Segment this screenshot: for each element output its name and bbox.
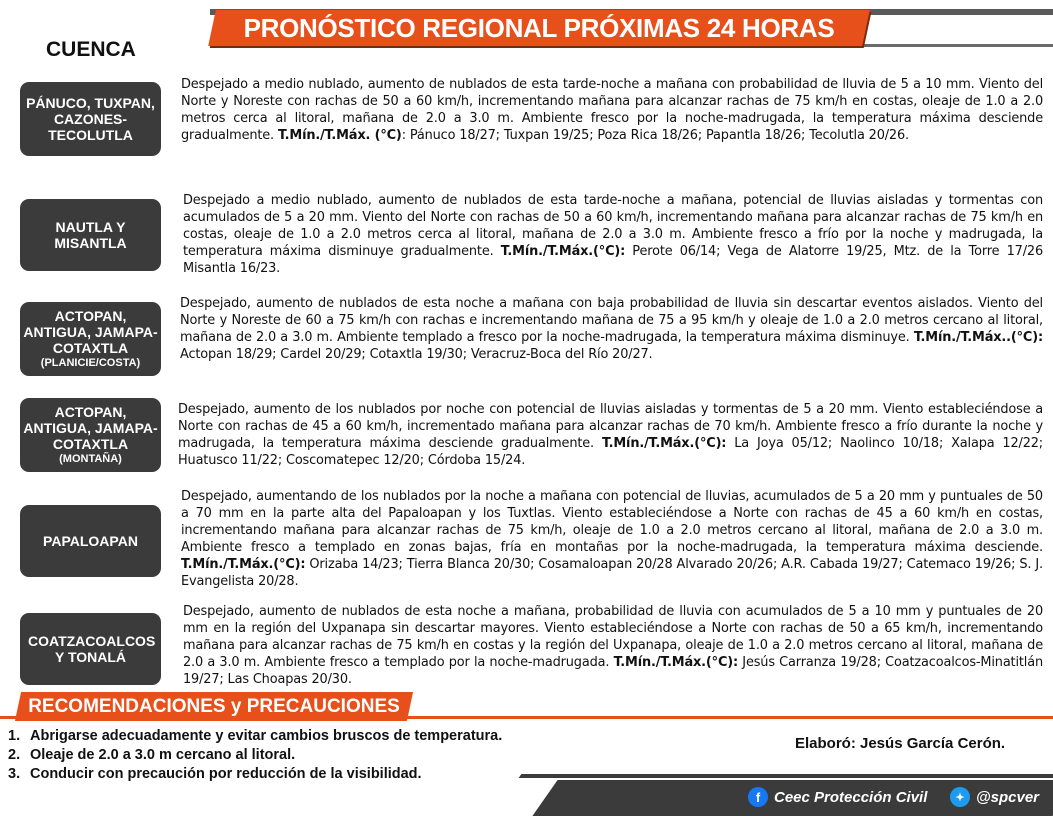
list-item: 3. Conducir con precaución por reducción de la visibilidad. [8, 766, 422, 782]
facebook-handle: Ceec Protección Civil [774, 788, 928, 806]
region-name: COATZACOALCOS Y TONALÁ [28, 633, 156, 665]
recommendations-title: RECOMENDACIONES y PRECAUCIONES [28, 696, 400, 717]
region-name: ACTOPAN, ANTIGUA, JAMAPA-COTAXTLA [23, 308, 158, 356]
region-forecast-nautla: Despejado a medio nublado, aumento de nublados de esta tarde-noche a mañana, potencial de lluvias aisladas y tormentas con acumulados de 5 a 20 mm. Viento del Norte con rachas de 50 a 60 km/h, incrementando mañana para alcanzar rachas de 75 km/h en costas, oleaje de 1.0 a 2.0 metros cerca al litoral, mañana de 2.0 a 3.0 m. Ambiente fresco a frío por la noche y madrugada, la temperatura máxima disminuye gradualmente. T.Mín./T.Máx.(°C): Perote 06/14; Vega de Alatorre 19/25, Mtz. de la Torre 17/26 Misantla 16/23. [183, 193, 1044, 276]
region-name: PÁNUCO, TUXPAN, CAZONES-TECOLUTLA [26, 95, 155, 143]
twitter-handle: @spcver [976, 788, 1039, 806]
region-label-actopan-montana [20, 398, 161, 472]
region-label-panuco [20, 82, 161, 156]
section-label: CUENCA [46, 38, 136, 61]
author-credit: Elaboró: Jesús García Cerón. [795, 735, 1006, 752]
region-subname: (MONTAÑA) [59, 453, 122, 465]
page-title: PRONÓSTICO REGIONAL PRÓXIMAS 24 HORAS [243, 13, 835, 43]
facebook-link[interactable] [748, 784, 927, 810]
region-name: NAUTLA Y MISANTLA [54, 219, 127, 251]
region-label-coatzacoalcos [20, 613, 161, 685]
region-forecast-papaloapan: Despejado, aumentando de los nublados por la noche a mañana con potencial de lluvias, acumulados de 5 a 20 mm y puntuales de 50 a 70 mm en la parte alta del Papaloapan y los Tuxtlas. Viento estableciéndose a Norte con rachas de 45 a 60 km/h en costas, incrementando mañana para alcanzar rachas de 75 km/h, oleaje de 1.0 a 2.0 metros cercano al litoral, mañana de 2.0 a 3.0 m. Ambiente fresco a templado en zonas bajas, fría en montañas por la noche-madrugada, la temperatura máxima desciende. T.Mín./T.Máx.(°C): Orizaba 14/23; Tierra Blanca 20/30; Cosamaloapan 20/28 Alvarado 20/26; A.R. Cabada 19/27; Catemaco 19/26; S. J. Evangelista 20/28. [181, 489, 1043, 589]
region-forecast-actopan-planicie: Despejado, aumento de nublados de esta noche a mañana con baja probabilidad de lluvia sin descartar eventos aislados. Viento del Norte y Noreste de 60 a 75 km/h con rachas e incrementando mañana de 75 a 95 km/h y oleaje de 1.0 a 2.0 metros cercano al litoral, mañana de 2.0 a 3.0 m. Ambiente templado a fresco por la noche-madrugada, la temperatura máxima disminuye. T.Mín./T.Máx..(°C): Actopan 18/29; Cardel 20/29; Cotaxtla 19/30; Veracruz-Boca del Río 20/27. [180, 296, 1043, 362]
region-forecast-coatzacoalcos: Despejado, aumento de nublados de esta noche a mañana, probabilidad de lluvia con acumulados de 5 a 10 mm y puntuales de 20 mm en la región del Uxpanapa sin descartar mayores. Viento estableciéndose a Norte con rachas de 50 a 65 km/h, incrementando mañana para alcanzar rachas de 75 km/h en costas y la región del Uxpanapa, oleaje de 1.0 a 2.0 metros cercano al litoral, mañana de 2.0 a 3.0 m. Ambiente fresco a templado por la noche-madrugada. T.Mín./T.Máx.(°C): Jesús Carranza 19/28; Coatzacoalcos-Minatitlán 19/27; Las Choapas 20/30. [183, 604, 1044, 687]
recommendations-list [8, 727, 502, 784]
list-item: 2. Oleaje de 2.0 a 3.0 m cercano al litoral. [8, 747, 296, 763]
region-forecast-actopan-montana: Despejado, aumento de los nublados por noche con potencial de lluvias aisladas y tormentas de 5 a 20 mm. Viento estableciéndose a Norte con rachas de 45 a 60 km/h, incrementado mañana para alcanzar rachas de 70 km/h. Ambiente fresco a frío durante la noche y madrugada, la temperatura máxima desciende gradualmente. T.Mín./T.Máx.(°C): La Joya 05/12; Naolinco 10/18; Xalapa 12/22; Huatusco 11/22; Coscomatepec 12/20; Córdoba 15/24. [178, 402, 1044, 468]
twitter-icon: ✦ [950, 787, 970, 807]
region-label-papaloapan [20, 505, 161, 577]
region-label-nautla [20, 199, 161, 271]
region-name: PAPALOAPAN [43, 533, 138, 549]
twitter-link[interactable] [950, 784, 1039, 810]
footer-stripe [519, 774, 1053, 778]
list-item: 1. Abrigarse adecuadamente y evitar cambios bruscos de temperatura. [8, 728, 503, 744]
region-name: ACTOPAN, ANTIGUA, JAMAPA-COTAXTLA [23, 404, 158, 452]
region-subname: (PLANICIE/COSTA) [40, 357, 141, 369]
region-label-actopan-planicie [20, 302, 161, 376]
region-forecast-panuco: Despejado a medio nublado, aumento de nublados de esta tarde-noche a mañana con probabilidad de lluvia de 5 a 10 mm. Viento del Norte y Noreste con rachas de 50 a 60 km/h, incrementando mañana para alcanzar rachas de 75 km/h en costas, oleaje de 1.0 a 2.0 metros cerca al litoral, mañana de 2.0 a 3.0 m. Ambiente fresco por la noche-madrugada, la temperatura máxima desciende gradualmente. T.Mín./T.Máx. (°C): Pánuco 18/27; Tuxpan 19/25; Poza Rica 18/26; Papantla 18/26; Tecolutla 20/26. [181, 77, 1043, 143]
facebook-icon: f [748, 787, 768, 807]
